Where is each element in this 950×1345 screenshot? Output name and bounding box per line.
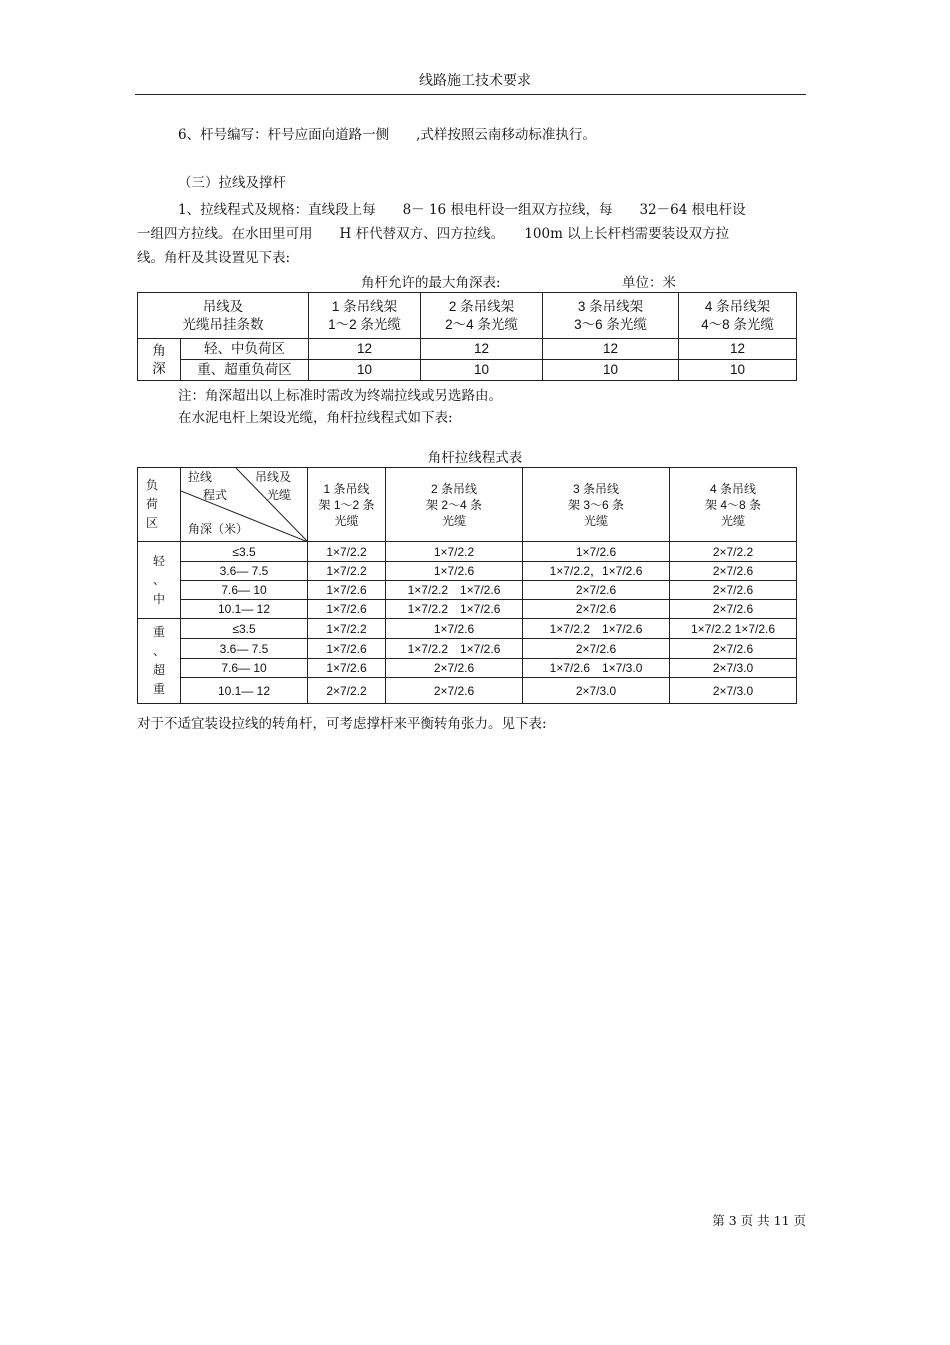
table-cell: 10: [309, 360, 421, 381]
paragraph-pole-numbering: 6、杆号编写：杆号应面向道路一侧 ,式样按照云南移动标准执行。: [178, 127, 596, 143]
table1-row-label: 重、超重负荷区: [181, 360, 309, 381]
diag-label: 程式: [203, 488, 228, 502]
table-cell: 1×7/2.2: [386, 542, 523, 562]
table2-after-text: 对于不适宜装设拉线的转角杆，可考虑撑杆来平衡转角张力。见下表:: [137, 716, 547, 732]
table-cell: 12: [543, 339, 679, 360]
table2-depth-cell: 10.1— 12: [181, 600, 308, 619]
table2-col-header: 1 条吊线 架 1～2 条 光缆: [308, 468, 386, 542]
table-cell: 1×7/2.6: [308, 659, 386, 678]
table-cell: 2×7/2.2: [308, 678, 386, 704]
table-cell: 1×7/2.2 1×7/2.6: [386, 581, 523, 600]
table2-col-header: 4 条吊线 架 4～8 条 光缆: [670, 468, 797, 542]
table-cell: 10: [679, 360, 797, 381]
table-cell: 1×7/2.6: [308, 600, 386, 619]
table-cell: 12: [309, 339, 421, 360]
table-cell: 1×7/2.2 1×7/2.6: [386, 639, 523, 659]
angle-pole-guy-table: [137, 467, 797, 704]
diag-label: 光缆: [267, 488, 292, 502]
table2-depth-cell: 7.6— 10: [181, 581, 308, 600]
table-row: [138, 619, 797, 639]
table1-col-header: 1 条吊线架 1～2 条光缆: [309, 293, 421, 339]
table-row: [138, 581, 797, 600]
table-cell: 1×7/2.2 1×7/2.6: [523, 619, 670, 639]
table-cell: 2×7/3.0: [523, 678, 670, 704]
table-cell: 2×7/2.6: [670, 581, 797, 600]
table-cell: 2×7/2.6: [523, 600, 670, 619]
page-footer-number: 第 3 页 共 11 页: [712, 1213, 806, 1228]
table1-header-label: 吊线及 光缆吊挂条数: [138, 293, 309, 339]
paragraph-guy-spec-line1: 1、拉线程式及规格：直线段上每 8－ 16 根电杆设一组双方拉线，每 32－64 根电杆设: [178, 202, 746, 218]
table1-col-header: 3 条吊线架 3～6 条光缆: [543, 293, 679, 339]
table-row: [138, 600, 797, 619]
table-cell: 1×7/2.6: [523, 542, 670, 562]
table-cell: 2×7/2.2: [670, 542, 797, 562]
table1-title: 角杆允许的最大角深表:: [361, 275, 501, 291]
table2-depth-cell: 3.6— 7.5: [181, 562, 308, 581]
table-cell: 2×7/3.0: [670, 659, 797, 678]
table1-row-label: 轻、中负荷区: [181, 339, 309, 360]
table-cell: 10: [543, 360, 679, 381]
table1-unit: 单位：米: [622, 275, 676, 291]
page-header-title: 线路施工技术要求: [419, 73, 531, 89]
table-row: [138, 678, 797, 704]
table1-after-text: 在水泥电杆上架设光缆，角杆拉线程式如下表:: [178, 410, 453, 426]
table2-diagonal-header: [181, 468, 308, 542]
table1-col-header: 2 条吊线架 2～4 条光缆: [421, 293, 543, 339]
table2-depth-cell: ≤3.5: [181, 542, 308, 562]
table-cell: 10: [421, 360, 543, 381]
table-row: [138, 542, 797, 562]
header-rule: [135, 94, 806, 95]
table2-col-header: 3 条吊线 架 3～6 条 光缆: [523, 468, 670, 542]
table2-depth-cell: ≤3.5: [181, 619, 308, 639]
table-cell: 1×7/2.2 1×7/2.6: [670, 619, 797, 639]
table1-note: 注：角深超出以上标准时需改为终端拉线或另选路由。: [178, 388, 502, 404]
table-cell: 2×7/2.6: [670, 600, 797, 619]
table-cell: 1×7/2.6: [308, 581, 386, 600]
table-cell: 2×7/2.6: [523, 639, 670, 659]
table-row: [138, 360, 797, 381]
max-angle-depth-table: [137, 292, 797, 381]
table-cell: 1×7/2.2: [308, 542, 386, 562]
table-cell: 12: [679, 339, 797, 360]
table-cell: 2×7/2.6: [670, 639, 797, 659]
table1-col-header: 4 条吊线架 4～8 条光缆: [679, 293, 797, 339]
table2-group-light-medium: 轻 、 中: [138, 542, 181, 619]
diag-label: 角深（米）: [188, 522, 249, 536]
diag-label: 拉线: [188, 470, 213, 484]
table-cell: 2×7/2.6: [386, 659, 523, 678]
table2-depth-cell: 3.6— 7.5: [181, 639, 308, 659]
diag-label: 吊线及: [255, 470, 292, 484]
table2-depth-cell: 10.1— 12: [181, 678, 308, 704]
table-cell: 1×7/2.6: [386, 619, 523, 639]
table2-depth-cell: 7.6— 10: [181, 659, 308, 678]
table-row: [138, 639, 797, 659]
table-cell: 1×7/2.6 1×7/3.0: [523, 659, 670, 678]
table-cell: 2×7/2.6: [386, 678, 523, 704]
table2-title: 角杆拉线程式表: [427, 450, 523, 466]
table-cell: 1×7/2.2，1×7/2.6: [523, 562, 670, 581]
table-cell: 1×7/2.2 1×7/2.6: [386, 600, 523, 619]
table-cell: 2×7/2.6: [670, 562, 797, 581]
table-row: [138, 339, 797, 360]
table-cell: 2×7/3.0: [670, 678, 797, 704]
table-row: [138, 659, 797, 678]
table2-group-heavy: 重 、 超 重: [138, 619, 181, 704]
paragraph-guy-spec-line3: 线。角杆及其设置见下表:: [137, 250, 291, 266]
table-cell: 2×7/2.6: [523, 581, 670, 600]
paragraph-guy-spec-line2: 一组四方拉线。在水田里可用 H 杆代替双方、四方拉线。 100m 以上长杆档需要装设双方拉: [137, 226, 730, 242]
table2-load-zone-header: 负 荷 区: [138, 468, 181, 542]
table2-col-header: 2 条吊线 架 2～4 条 光缆: [386, 468, 523, 542]
table-row: [138, 562, 797, 581]
table-cell: 1×7/2.6: [386, 562, 523, 581]
table-cell: 12: [421, 339, 543, 360]
table-cell: 1×7/2.6: [308, 639, 386, 659]
table1-group-label: 角 深: [138, 339, 181, 381]
table-cell: 1×7/2.2: [308, 619, 386, 639]
table-cell: 1×7/2.2: [308, 562, 386, 581]
section-heading-guy-wires: （三）拉线及撑杆: [178, 175, 286, 191]
